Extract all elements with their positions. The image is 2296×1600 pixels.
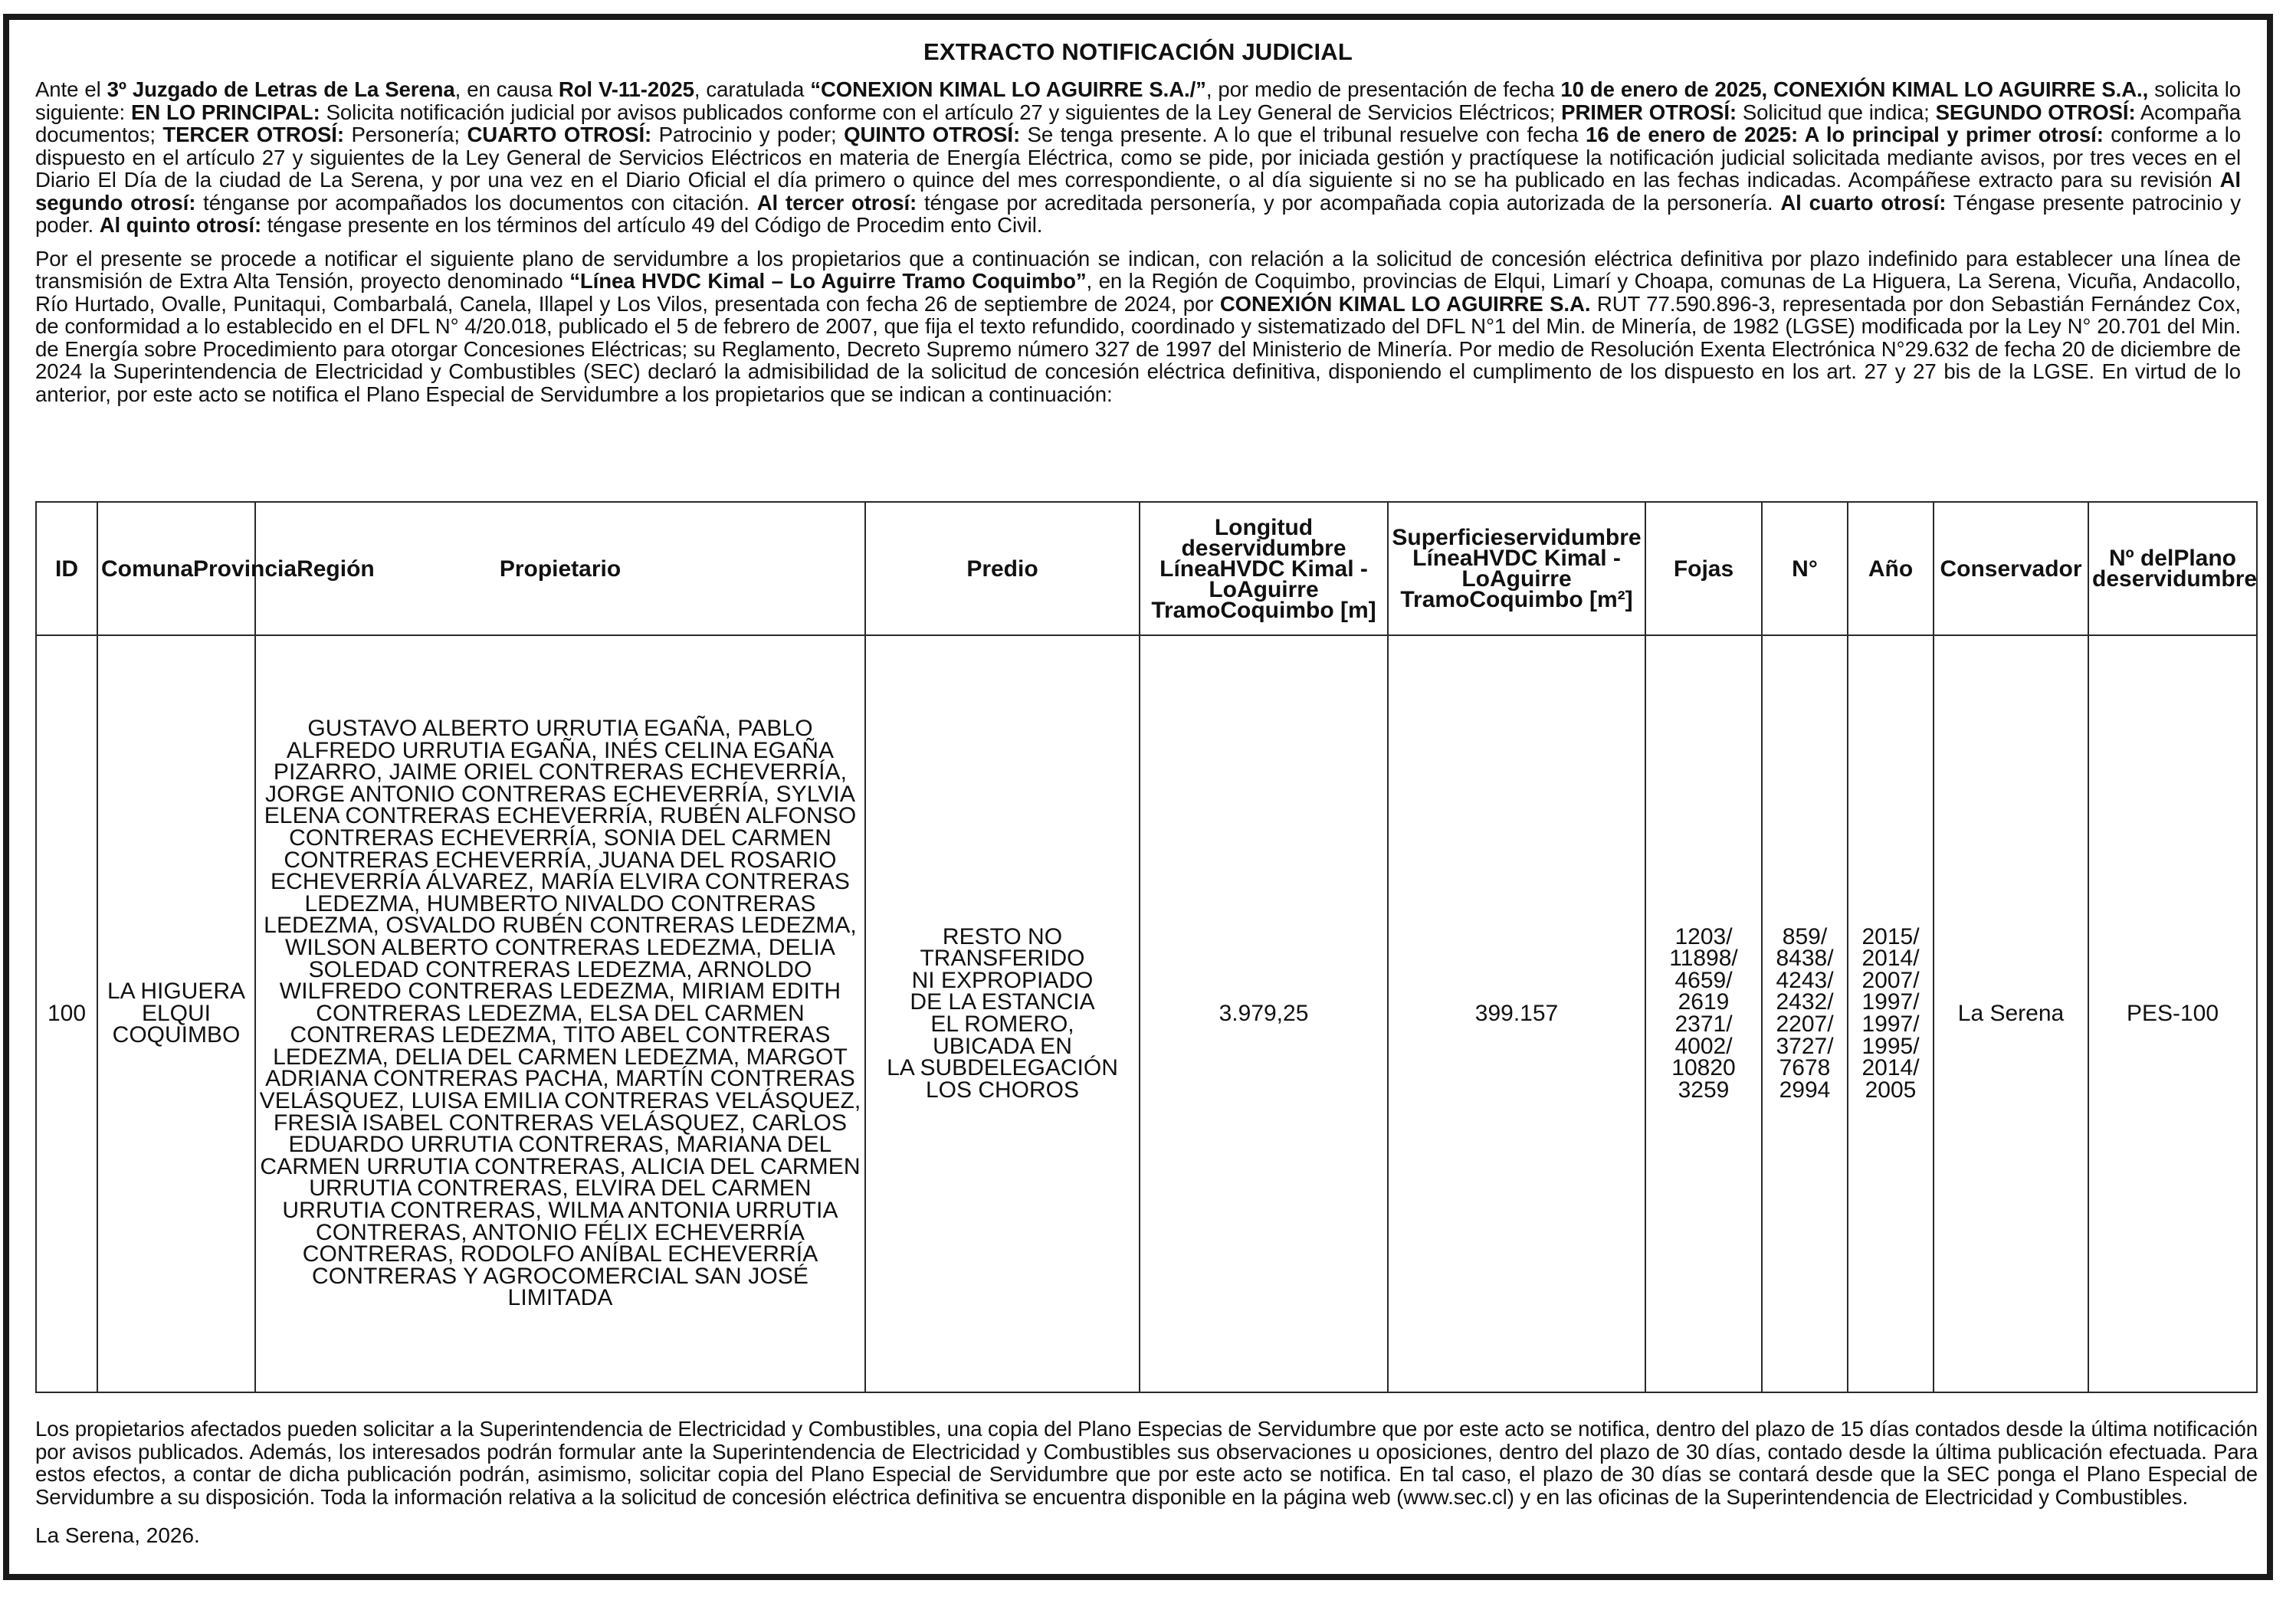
bold-run: 10 de enero de 2025, CONEXIÓN KIMAL LO AGUIRRE S.A.,	[1560, 77, 2149, 101]
cell-line: 2432/	[1776, 989, 1834, 1015]
text-run: Solicitud que indica;	[1737, 100, 1936, 124]
cell-line: 3259	[1678, 1077, 1730, 1103]
cell-line: HVDC Kimal - Lo	[1461, 546, 1621, 592]
text-run: ténganse por acompañados los documentos con citación.	[195, 190, 757, 215]
cell-line: servidumbre	[2119, 566, 2258, 592]
header-anio: Año	[1848, 502, 1934, 635]
cell-line: 1997/	[1861, 989, 1920, 1015]
text-run: Ante el	[35, 77, 107, 101]
header-superficie	[1388, 502, 1645, 635]
cell-line: 2014/	[1861, 946, 1920, 972]
bold-run: CONEXIÓN KIMAL LO AGUIRRE S.A.	[1219, 291, 1591, 316]
cell-line: LOS CHOROS	[925, 1077, 1080, 1103]
text-run: , caratulada	[694, 77, 811, 101]
cell-numero	[1762, 635, 1848, 1392]
bold-run: Al tercer otrosí:	[756, 190, 917, 215]
text-run: RUT 77.590.896-3, representada por don Sebastián Fernández Cox, de conformidad a lo establecido en el DFL N° 4/20.018, publicado el 5 de febrero de 2007, que fija el texto refundido, coordinado y sistematizado del DFL N°1 del Min. de Minería, de 1982 (LGSE) modificada por la Ley N° 20.701 del Min. de Energía sobre Procedimiento para otorgar Concesiones Eléctricas; su Reglamento, Decreto Supremo número 327 de 1997 del Ministerio de Minería. Por medio de Resolución Exenta Electrónica N°29.632 de fecha 20 de diciembre de 2024 la Superintendencia de Electricidad y Combustibles (SEC) declaró la admisibilidad de la solicitud de concesión eléctrica definitiva, disponiendo el cumplimento de los dispuesto en los art. 27 y 27 bis de la LGSE. En virtud de lo anterior, por este acto se notifica el Plano Especial de Servidumbre a los propietarios que se indican a continuación:	[35, 291, 2242, 406]
cell-line: TRANSFERIDO	[920, 946, 1085, 972]
cell-conservador: La Serena	[1934, 635, 2088, 1392]
cell-line: Longitud de	[1181, 514, 1314, 561]
cell-line: EL ROMERO,	[930, 1011, 1074, 1037]
cell-line: RESTO NO	[942, 923, 1063, 949]
notice-title: EXTRACTO NOTIFICACIÓN JUDICIAL	[923, 38, 1353, 65]
text-run: solicita lo siguiente:	[35, 77, 2241, 124]
cell-line: Coquimbo [m]	[1220, 597, 1376, 623]
text-run: Patrocinio y poder;	[651, 123, 845, 146]
cell-line: 2014/	[1861, 1055, 1920, 1081]
cell-line: LA HIGUERA	[107, 979, 246, 1005]
cell-line: 2619	[1678, 989, 1730, 1015]
bold-run: Al cuarto otrosí:	[1780, 190, 1947, 215]
notice-body	[35, 38, 2258, 1547]
cell-anio	[1848, 635, 1934, 1392]
cell-line: 4002/	[1674, 1033, 1733, 1059]
cell-line: Comuna	[101, 556, 193, 582]
bold-run: Al segundo otrosí:	[35, 168, 2241, 215]
cell-line: Provincia	[193, 556, 297, 582]
cell-line: 2007/	[1861, 967, 1920, 993]
footer-paragraph: Los propietarios afectados pueden solicitar a la Superintendencia de Electricidad y Combustibles, una copia del Plano Especias de Servidumbre que por este acto se notifica, dentro del plazo de 15 días contados desde la última notificación por avisos publicados. Además, los interesados podrán formular ante la Superintendencia de Electricidad y Combustibles sus observaciones u oposiciones, dentro del plazo de 30 días, contado desde la última publicación efectuada. Para estos efectos, a contar de dicha publicación podrán, asimismo, solicitar copia del Plano Especial de Servidumbre que por este acto se notifica. En tal caso, el plazo de 30 días se contará desde que la SEC ponga el Plano Especial de Servidumbre a su disposición. Toda la información relativa a la solicitud de concesión eléctrica definitiva se encuentra disponible en la página web (www.sec.cl) y en las oficinas de la Superintendencia de Electricidad y Combustibles.	[35, 1417, 2258, 1509]
cell-line: 2994	[1779, 1077, 1831, 1103]
text-run: Se tenga presente. A lo que el tribunal resuelve con fecha	[1020, 123, 1586, 146]
text-run: Solicita notificación judicial por avisos publicados conforme con el artículo 27 y siguientes de la Ley General de Servicios Eléctricos;	[320, 100, 1562, 124]
cell-line: UBICADA EN	[933, 1033, 1072, 1059]
cell-line: 2371/	[1674, 1011, 1733, 1037]
footer	[35, 1418, 2258, 1548]
text-run: Acompaña documentos;	[35, 100, 2241, 146]
cell-comuna	[97, 635, 255, 1392]
cell-propietario: GUSTAVO ALBERTO URRUTIA EGAÑA, PABLO ALFREDO URRUTIA EGAÑA, INÉS CELINA EGAÑA PIZARRO, JAIME ORIEL CONTRERAS ECHEVERRÍA, JORGE ANTONIO CONTRERAS ECHEVERRÍA, SYLVIA ELENA CONTRERAS ECHEVERRÍA, RUBÉN ALFONSO CONTRERAS ECHEVERRÍA, SONIA DEL CARMEN CONTRERAS ECHEVERRÍA, JUANA DEL ROSARIO ECHEVERRÍA ÁLVAREZ, MARÍA ELVIRA CONTRERAS LEDEZMA, HUMBERTO NIVALDO CONTRERAS LEDEZMA, OSVALDO RUBÉN CONTRERAS LEDEZMA, WILSON ALBERTO CONTRERAS LEDEZMA, DELIA SOLEDAD CONTRERAS LEDEZMA, ARNOLDO WILFREDO CONTRERAS LEDEZMA, MIRIAM EDITH CONTRERAS LEDEZMA, ELSA DEL CARMEN CONTRERAS LEDEZMA, TITO ABEL CONTRERAS LEDEZMA, DELIA DEL CARMEN LEDEZMA, MARGOT ADRIANA CONTRERAS PACHA, MARTÍN CONTRERAS VELÁSQUEZ, LUISA EMILIA CONTRERAS VELÁSQUEZ, FRESIA ISABEL CONTRERAS VELÁSQUEZ, CARLOS EDUARDO URRUTIA CONTRERAS, MARIANA DEL CARMEN URRUTIA CONTRERAS, ALICIA DEL CARMEN URRUTIA CONTRERAS, ELVIRA DEL CARMEN URRUTIA CONTRERAS, WILMA ANTONIA URRUTIA CONTRERAS, ANTONIO FÉLIX ECHEVERRÍA CONTRERAS, RODOLFO ANÍBAL ECHEVERRÍA CONTRERAS Y AGROCOMERCIAL SAN JOSÉ LIMITADA	[255, 635, 865, 1392]
cell-line: 4243/	[1776, 967, 1834, 993]
cell-line: 3727/	[1776, 1033, 1834, 1059]
cell-line: servidumbre Línea	[1412, 525, 1642, 571]
cell-line: HVDC Kimal - Lo	[1209, 556, 1368, 602]
header-conservador: Conservador	[1934, 502, 2088, 635]
cell-line: 4659/	[1674, 967, 1733, 993]
text-run: téngase por acreditada personería, y por acompañada copia autorizada de la personería.	[917, 190, 1781, 215]
cell-line: NI EXPROPIADO	[911, 967, 1094, 993]
table-row	[36, 635, 2257, 1392]
header-predio: Predio	[865, 502, 1140, 635]
bold-run: “CONEXION KIMAL LO AGUIRRE S.A./”	[810, 77, 1206, 101]
cell-line: 1997/	[1861, 1011, 1920, 1037]
cell-line: 859/	[1782, 923, 1828, 949]
cell-line: DE LA ESTANCIA	[910, 989, 1095, 1015]
cell-line: 11898/	[1669, 946, 1738, 972]
notification-paragraph	[35, 248, 2241, 406]
cell-line: Superficie	[1392, 525, 1504, 550]
cell-line: 2005	[1865, 1077, 1917, 1103]
header-fojas: Fojas	[1645, 502, 1762, 635]
cell-longitud: 3.979,25	[1140, 635, 1388, 1392]
cell-line: 1203/	[1674, 923, 1733, 949]
header-plano	[2088, 502, 2257, 635]
bold-run: CUARTO OTROSÍ:	[467, 123, 652, 146]
cell-line: Aguirre Tramo	[1151, 576, 1319, 623]
bold-run: EN LO PRINCIPAL:	[130, 100, 320, 124]
cell-line: servidumbre Línea	[1159, 535, 1346, 582]
bold-run: Al quinto otrosí:	[99, 213, 262, 237]
cell-predio	[865, 635, 1140, 1392]
bold-run: SEGUNDO OTROSÍ:	[1935, 100, 2136, 124]
bold-run: 16 de enero de 2025: A lo principal y primer otrosí:	[1585, 123, 2104, 146]
header-comuna	[97, 502, 375, 635]
cell-line: Plano de	[2092, 546, 2236, 592]
easement-table	[35, 501, 2258, 1393]
cell-superficie: 399.157	[1388, 635, 1645, 1392]
bold-run: 3º Juzgado de Letras de La Serena	[107, 77, 455, 101]
text-run: téngase presente en los términos del artículo 49 del Código de Procedim ento Civil.	[261, 213, 1043, 237]
bold-run: QUINTO OTROSÍ:	[844, 123, 1021, 146]
text-run: conforme a lo dispuesto en el artículo 27 y siguientes de la Ley General de Servicios Eléctricos en materia de Energía Eléctrica, como se pide, por iniciada gestión y practíquese la notificación judicial solicitada mediante avisos, por tres veces en el Diario El Día de la ciudad de La Serena, y por una vez en el Diario Oficial el día primero o quince del mes correspondiente, o al día siguiente si no se ha publicado en las fechas indicadas. Acompáñese extracto para su revisión	[35, 123, 2242, 192]
header-id: ID	[36, 502, 97, 635]
bold-run: PRIMER OTROSÍ:	[1561, 100, 1737, 124]
header-propietario: Propietario	[255, 502, 865, 635]
notice-frame	[3, 14, 2273, 1580]
bold-run: Rol V-11-2025	[558, 77, 694, 101]
table-header-row	[36, 502, 2257, 635]
text-run: Téngase presente patrocinio y poder.	[35, 190, 2242, 237]
cell-line: Coquimbo [m²]	[1469, 587, 1633, 612]
text-run: , en la Región de Coquimbo, provincias de Elqui, Limarí y Choapa, comunas de La Higuera, La Serena, Vicuña, Andacollo, Río Hurtado, Ovalle, Punitaqui, Combarbalá, Canela, Illapel y Los Vilos, presentada con fecha 26 de septiembre de 2024, por	[35, 269, 2242, 316]
cell-line: 8438/	[1776, 946, 1834, 972]
cell-line: 2207/	[1776, 1011, 1834, 1037]
header-longitud	[1140, 502, 1388, 635]
cell-line: Aguirre Tramo	[1400, 566, 1572, 612]
cell-line: LA SUBDELEGACIÓN	[887, 1055, 1118, 1081]
cell-id: 100	[36, 635, 97, 1392]
cell-line: 1995/	[1861, 1033, 1920, 1059]
header-numero: N°	[1762, 502, 1848, 635]
text-run: Por el presente se procede a notificar el siguiente plano de servidumbre a los propietarios que a continuación se indican, con relación a la solicitud de concesión eléctrica definitiva por plazo indefinido para establecer una línea de transmisión de Extra Alta Tensión, proyecto denominado	[35, 246, 2241, 293]
place-date: La Serena, 2026.	[35, 1523, 200, 1547]
cell-line: 7678	[1779, 1055, 1831, 1081]
cell-line: ELQUI	[141, 1000, 212, 1026]
cell-line: COQUIMBO	[112, 1022, 241, 1048]
cell-plano: PES-100	[2088, 635, 2257, 1392]
text-run: Personería;	[343, 123, 467, 146]
cell-line: 2015/	[1861, 923, 1920, 949]
cell-line: Nº del	[2109, 546, 2174, 571]
bold-run: “Línea HVDC Kimal – Lo Aguirre Tramo Coquimbo”	[569, 269, 1087, 293]
text-run: , por medio de presentación de fecha	[1205, 77, 1561, 101]
cell-fojas	[1645, 635, 1762, 1392]
court-resolution-paragraph	[35, 78, 2241, 237]
text-run: , en causa	[454, 77, 559, 101]
cell-line: Región	[297, 556, 375, 582]
bold-run: TERCER OTROSÍ:	[162, 123, 344, 146]
cell-line: 10820	[1671, 1055, 1736, 1081]
